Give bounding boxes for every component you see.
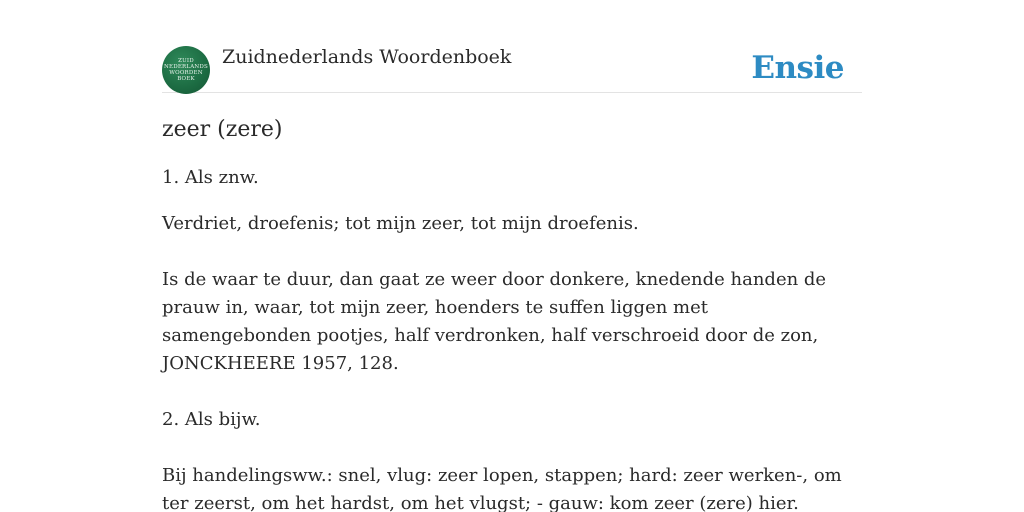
entry-headword: zeer (zere)	[162, 117, 283, 142]
definition-sense-number: 1. Als znw.	[162, 167, 259, 188]
logo-line: ZUID	[178, 58, 194, 64]
logo-line: WOORDEN	[169, 70, 203, 76]
site-header	[162, 42, 862, 93]
entry-content	[162, 114, 862, 512]
definition-text: Bij handelingsww.: snel, vlug: zeer lopen, stappen; hard: zeer werken-, om ter zeerst, om het hardst, om het vlugst; - gauw: kom zeer (zere) hier.	[162, 465, 842, 512]
ensie-brand-link[interactable]: Ensie	[751, 50, 844, 86]
site-name[interactable]: Zuidnederlands Woordenboek	[222, 46, 512, 68]
example-quote: Is de waar te duur, dan gaat ze weer door donkere, knedende handen de prauw in, waar, tot mijn zeer, hoenders te suffen liggen met samengebonden pootjes, half verdronken, half verschroeid door de zon, JONCKHEERE 1957, 128.	[162, 269, 827, 374]
definition-sense-number: 2. Als bijw.	[162, 409, 261, 430]
logo-line: BOEK	[177, 76, 195, 82]
definition-text: Verdriet, droefenis; tot mijn zeer, tot mijn droefenis.	[162, 213, 639, 234]
logo-line: NEDERLANDS	[163, 64, 208, 70]
zuidnederlands-woordenboek-logo[interactable]	[162, 46, 210, 94]
